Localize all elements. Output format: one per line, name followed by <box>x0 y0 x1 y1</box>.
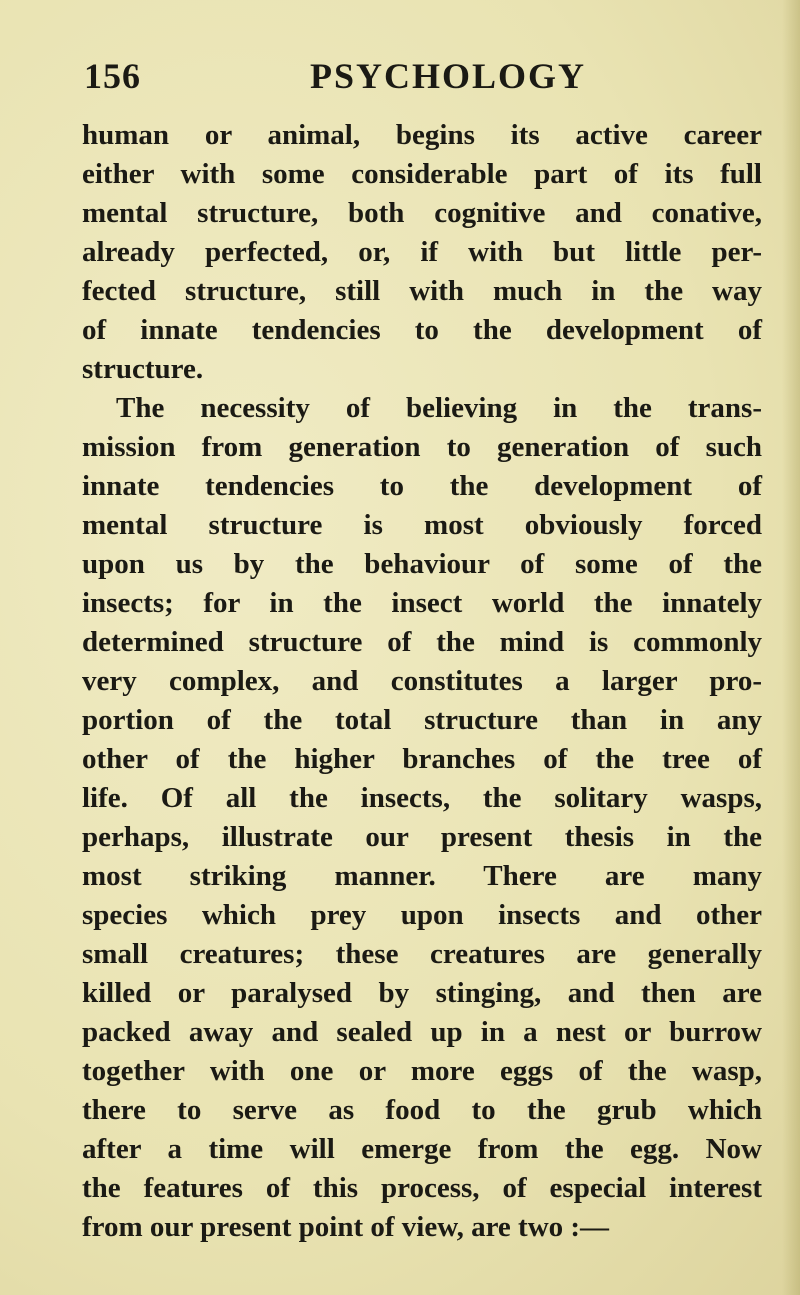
paragraph-1 <box>82 116 762 389</box>
running-head: PSYCHOLOGY <box>310 56 587 96</box>
text-line: portion of the total structure than in any <box>82 704 762 736</box>
text-line: determined structure of the mind is commonly <box>82 626 762 658</box>
text-line: either with some considerable part of its full <box>82 158 762 190</box>
text-line: of innate tendencies to the development of <box>82 314 762 346</box>
text-line: life. Of all the insects, the solitary wasps, <box>82 782 762 814</box>
text-line: very complex, and constitutes a larger pro- <box>82 665 762 697</box>
text-line: after a time will emerge from the egg. Now <box>82 1133 762 1165</box>
text-line: together with one or more eggs of the wasp, <box>82 1055 762 1087</box>
text-line: insects; for in the insect world the innately <box>82 587 762 619</box>
text-line: mental structure is most obviously forced <box>82 509 762 541</box>
text-line: small creatures; these creatures are generally <box>82 938 762 970</box>
text-line: innate tendencies to the development of <box>82 470 762 502</box>
text-line: there to serve as food to the grub which <box>82 1094 762 1126</box>
body-text <box>82 116 762 1247</box>
text-line: already perfected, or, if with but little per- <box>82 236 762 268</box>
text-line: packed away and sealed up in a nest or burrow <box>82 1016 762 1048</box>
text-line: species which prey upon insects and other <box>82 899 762 931</box>
text-line: from our present point of view, are two :— <box>82 1211 610 1243</box>
page-number: 156 <box>84 56 141 96</box>
paragraph-2 <box>82 389 762 1247</box>
text-line: other of the higher branches of the tree of <box>82 743 762 775</box>
page-edge-shadow <box>782 0 800 1295</box>
text-line: structure. <box>82 353 204 385</box>
text-line: mental structure, both cognitive and conative, <box>82 197 762 229</box>
text-line: most striking manner. There are many <box>82 860 762 892</box>
text-line: human or animal, begins its active career <box>82 119 762 151</box>
text-line: killed or paralysed by stinging, and then are <box>82 977 762 1009</box>
text-line: upon us by the behaviour of some of the <box>82 548 762 580</box>
page-header <box>84 55 760 105</box>
text-line: the features of this process, of especial interest <box>82 1172 762 1204</box>
text-line: fected structure, still with much in the way <box>82 275 762 307</box>
text-line: mission from generation to generation of such <box>82 431 762 463</box>
text-line: perhaps, illustrate our present thesis in the <box>82 821 762 853</box>
text-line: The necessity of believing in the trans- <box>116 392 762 424</box>
